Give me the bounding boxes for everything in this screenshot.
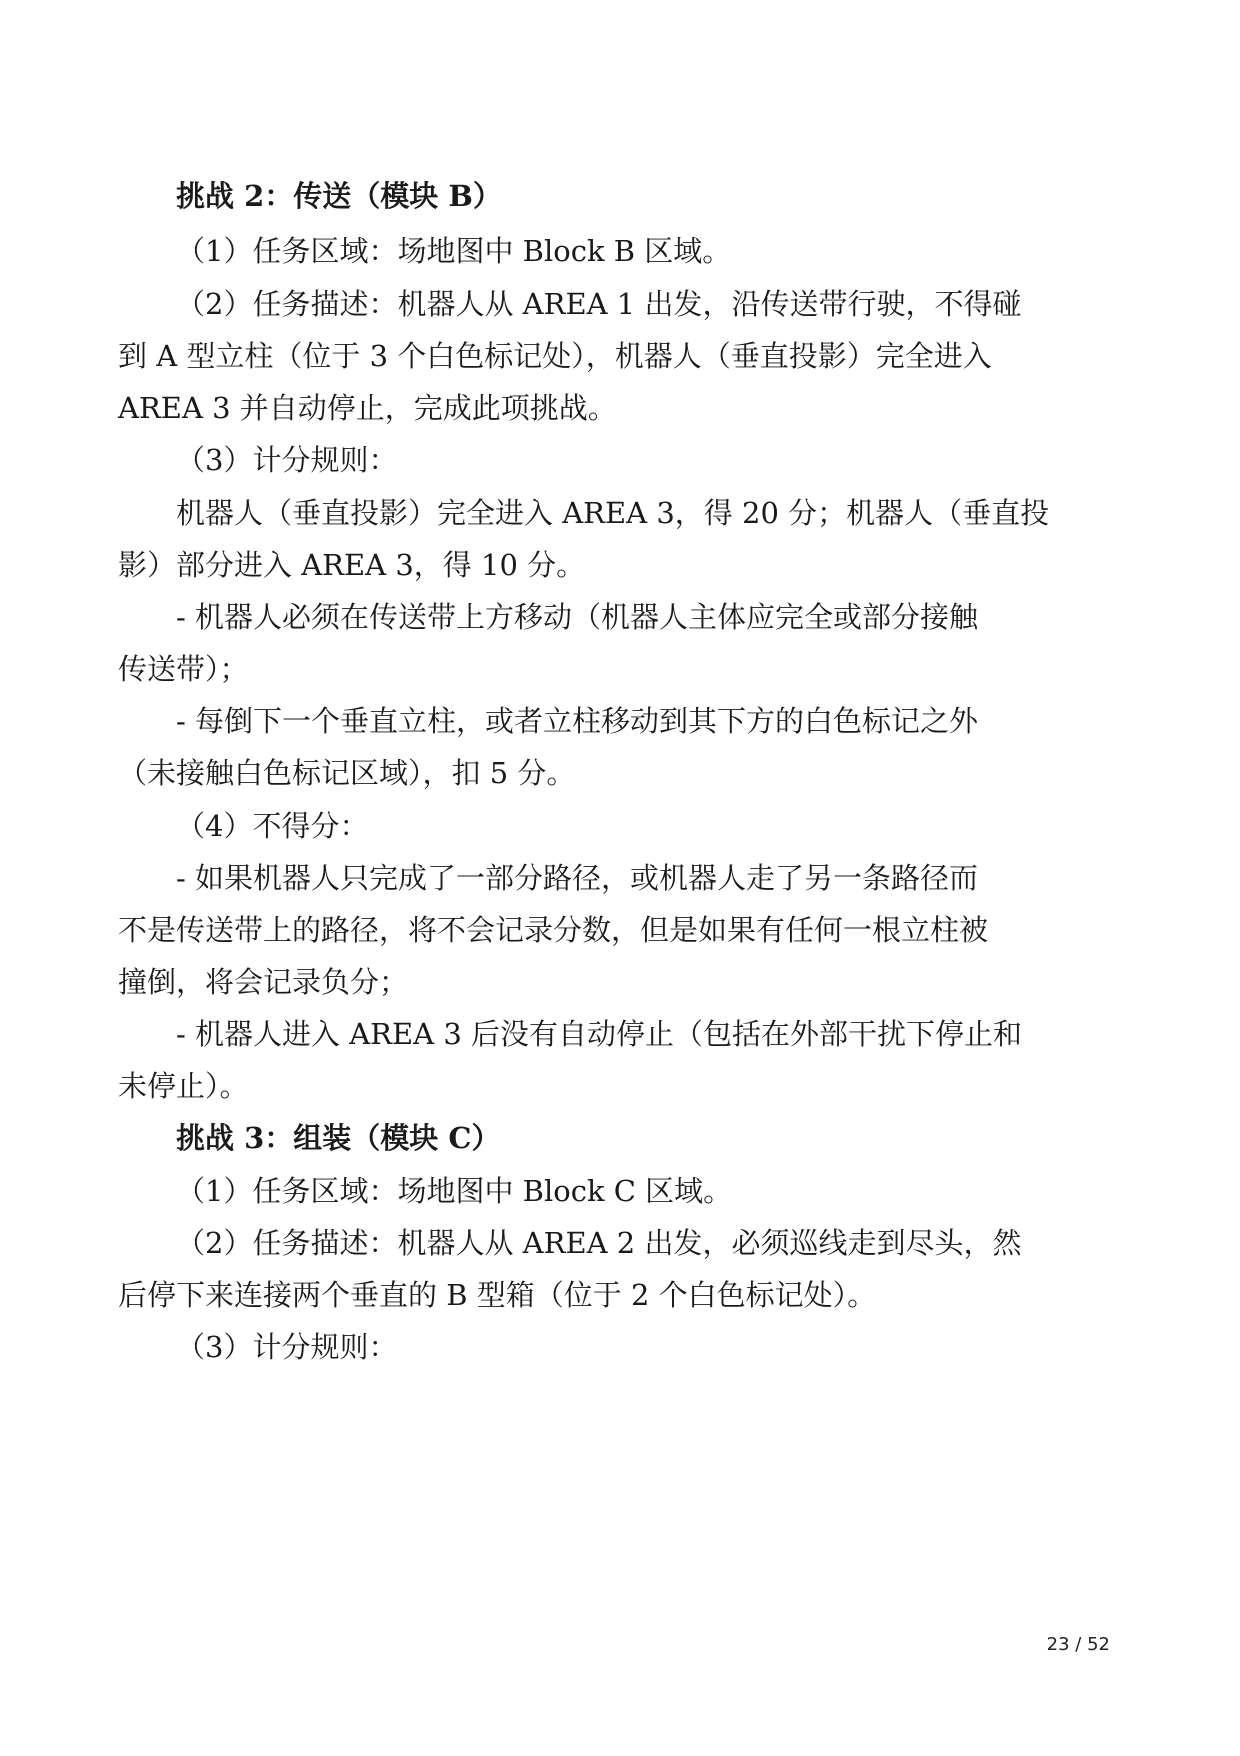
paragraph-line: - 机器人必须在传送带上方移动（机器人主体应完全或部分接触 <box>176 600 979 634</box>
paragraph-line: - 如果机器人只完成了一部分路径，或机器人走了另一条路径而 <box>176 861 979 895</box>
challenge-2-heading: 挑战 2：传送（模块 B） <box>176 179 502 213</box>
paragraph-line: （3）计分规则： <box>176 1330 398 1364</box>
paragraph-line: （未接触白色标记区域），扣 5 分。 <box>118 756 576 790</box>
paragraph-line: - 机器人进入 AREA 3 后没有自动停止（包括在外部干扰下停止和 <box>176 1017 1023 1051</box>
paragraph-line: （2）任务描述：机器人从 AREA 1 出发，沿传送带行驶，不得碰 <box>176 287 1022 321</box>
paragraph-line: （1）任务区域：场地图中 Block B 区域。 <box>176 234 732 268</box>
paragraph-line: （3）计分规则： <box>176 443 398 477</box>
paragraph-line: 不是传送带上的路径，将不会记录分数，但是如果有任何一根立柱被 <box>118 913 989 947</box>
paragraph-line: 后停下来连接两个垂直的 B 型箱（位于 2 个白色标记处）。 <box>118 1278 877 1312</box>
paragraph-line: 传送带）； <box>118 652 249 686</box>
paragraph-line: - 每倒下一个垂直立柱，或者立柱移动到其下方的白色标记之外 <box>176 704 979 738</box>
challenge-3-heading: 挑战 3：组装（模块 C） <box>176 1121 501 1155</box>
paragraph-line: AREA 3 并自动停止，完成此项挑战。 <box>118 391 617 425</box>
paragraph-line: 到 A 型立柱（位于 3 个白色标记处），机器人（垂直投影）完全进入 <box>118 339 992 373</box>
paragraph-line: 机器人（垂直投影）完全进入 AREA 3，得 20 分；机器人（垂直投 <box>176 496 1050 530</box>
paragraph-line: 影）部分进入 AREA 3，得 10 分。 <box>118 548 586 582</box>
paragraph-line: （2）任务描述：机器人从 AREA 2 出发，必须巡线走到尽头，然 <box>176 1226 1022 1260</box>
paragraph-line: 撞倒，将会记录负分； <box>118 965 409 999</box>
page-number: 23 / 52 <box>1046 1634 1110 1655</box>
paragraph-line: 未停止）。 <box>118 1069 249 1103</box>
paragraph-line: （1）任务区域：场地图中 Block C 区域。 <box>176 1174 733 1208</box>
paragraph-line: （4）不得分： <box>176 809 369 843</box>
